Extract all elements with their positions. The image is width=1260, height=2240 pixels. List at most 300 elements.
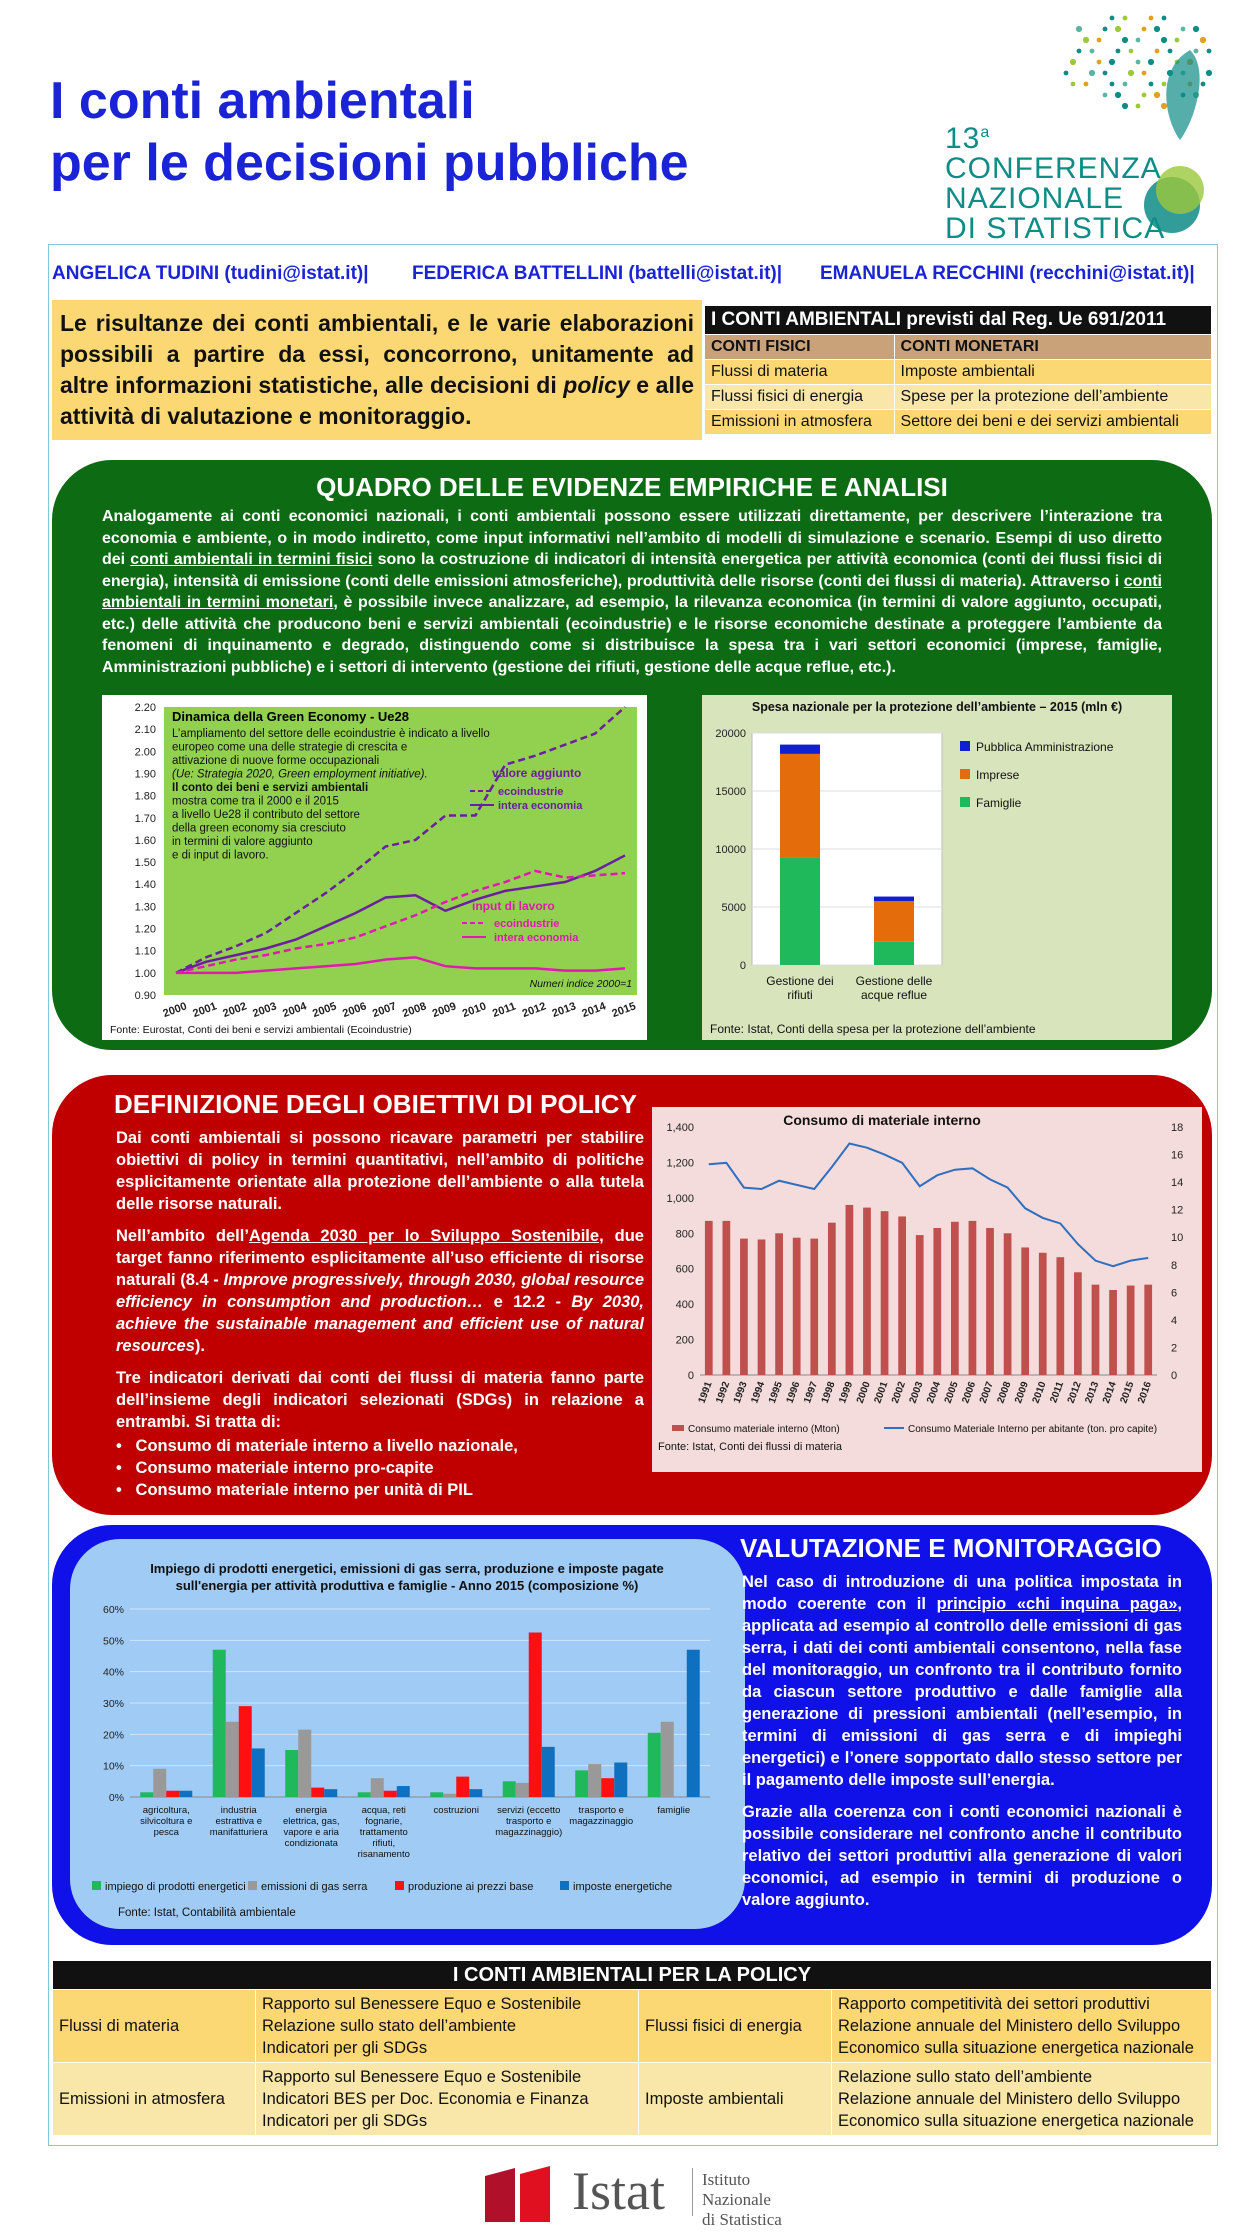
bar: [179, 1791, 192, 1797]
x-tick-label: 1991: [696, 1380, 715, 1405]
istat-wordmark: Istat: [572, 2161, 665, 2221]
x-tick-line: Gestione delle: [855, 974, 933, 988]
dot: [1149, 82, 1154, 87]
dot: [1142, 71, 1147, 76]
bar: [1092, 1285, 1100, 1375]
bar: [828, 1223, 836, 1375]
istat-fullname: [702, 2170, 820, 2230]
legend-group-title: valore aggiunto: [492, 766, 582, 780]
y-tick-label: 60%: [102, 1604, 124, 1616]
dot: [1115, 26, 1121, 32]
section-obiettivi-text: [116, 1127, 644, 1501]
x-tick-label: 2014: [1100, 1380, 1119, 1405]
dot: [1116, 49, 1121, 54]
bar: [443, 1794, 456, 1797]
cell-line: Rapporto competitività dei settori produttivi: [838, 1995, 1150, 2013]
chart-title: Spesa nazionale per la protezione dell’ambiente – 2015 (mln €): [751, 700, 1123, 714]
link-agenda-2030[interactable]: Agenda 2030 per lo Sviluppo Sostenibile: [248, 1227, 600, 1245]
x-tick-label: 2004: [925, 1380, 944, 1405]
x-tick-label: 1994: [749, 1380, 768, 1405]
x-tick-label: 1998: [819, 1380, 838, 1405]
bar: [986, 1228, 994, 1375]
y-tick-label: 2.00: [134, 746, 156, 759]
istat-name-1: Istituto Nazionale: [702, 2170, 771, 2209]
cell-line: Indicatori per gli SDGs: [262, 2039, 428, 2057]
author-2[interactable]: FEDERICA BATTELLINI (battelli@istat.it)|: [412, 263, 783, 284]
dot: [1110, 16, 1115, 21]
x-tick-line: vapore e aria: [283, 1827, 339, 1838]
y-tick-label: 1.80: [134, 790, 156, 803]
bar: [951, 1222, 959, 1375]
text-part: e 12.2 -: [483, 1293, 572, 1311]
bar: [687, 1650, 700, 1797]
bar-segment: [780, 745, 820, 754]
dot: [1076, 26, 1082, 32]
bar: [226, 1722, 239, 1797]
y-tick-label: 400: [675, 1299, 694, 1312]
link-chi-inquina-paga[interactable]: principio «chi inquina paga»: [936, 1595, 1178, 1613]
legend-group-title: input di lavoro: [472, 899, 555, 913]
title-line-1: I conti ambientali: [50, 72, 475, 130]
dot: [1084, 82, 1089, 87]
x-tick-label: 2007: [977, 1380, 996, 1405]
bar: [358, 1792, 371, 1797]
x-tick-label: 2009: [1013, 1380, 1031, 1405]
bullet-text: Consumo materiale interno pro-capite: [135, 1459, 434, 1477]
bar: [285, 1750, 298, 1797]
intro-box: [52, 300, 702, 440]
dot: [1115, 92, 1121, 98]
x-tick-label: 2010: [1030, 1380, 1049, 1405]
y-tick-label: 10%: [102, 1760, 124, 1773]
y-tick-label: 800: [675, 1228, 694, 1241]
paragraph: Tre indicatori derivati dai conti dei flussi di materia fanno parte dell’insieme degli indicatori selezionati (SDGs) in relazione a entrambi. Si tratta di:: [116, 1369, 644, 1431]
table-cell: Spese per la protezione dell’ambiente: [894, 385, 1211, 410]
drop-shape: [1166, 50, 1199, 140]
x-tick-label: 1997: [802, 1380, 821, 1405]
dot: [1097, 60, 1102, 65]
legend-swatch: [395, 1881, 404, 1890]
x-tick-label: 2013: [1083, 1380, 1102, 1405]
x-tick-label: 2006: [341, 1000, 369, 1021]
x-tick-line: famiglie: [657, 1805, 691, 1816]
x-tick-label: 2011: [1048, 1380, 1067, 1405]
list-item: • Consumo materiale interno per unità di PIL: [116, 1481, 473, 1499]
x-tick-label: [140, 1805, 192, 1838]
annotation-line: della green economy sia cresciuto: [172, 822, 346, 835]
section-valutazione-text: [742, 1571, 1182, 1921]
dot: [1201, 82, 1206, 87]
bar: [252, 1748, 265, 1797]
x-tick-line: rifiuti: [787, 988, 813, 1002]
col-header-monetari: CONTI MONETARI: [894, 335, 1211, 360]
x-tick-label: [495, 1805, 562, 1838]
legend-label: Consumo Materiale Interno per abitante (ton. pro capite): [908, 1424, 1158, 1435]
legend-label: intera economia: [494, 932, 579, 944]
x-tick-line: industria: [220, 1805, 257, 1816]
col-header-fisici: CONTI FISICI: [705, 335, 895, 360]
x-tick-label: 2005: [942, 1380, 961, 1405]
x-tick-label: [856, 974, 933, 1002]
legend-swatch: [672, 1425, 684, 1431]
dot: [1142, 27, 1147, 32]
legend-label: imposte energetiche: [573, 1881, 673, 1893]
x-tick-line: pesca: [153, 1827, 179, 1838]
bar: [1004, 1233, 1012, 1375]
cell-line: Relazione sullo stato dell’ambiente: [262, 2017, 517, 2035]
y2-tick-label: 0: [1171, 1370, 1178, 1382]
bar: [588, 1764, 601, 1797]
chart-note: Numeri indice 2000=1: [529, 978, 632, 990]
y-tick-label: 2.10: [134, 724, 156, 737]
legend-swatch: [960, 797, 970, 807]
legend-swatch: [560, 1881, 569, 1890]
paragraph: Dai conti ambientali si possono ricavare parametri per stabilire obiettivi di policy in termini quantitativi, nell’ambito di politiche esplicitamente orientate alla protezione dell’ambiente o alla tutela delle risorse naturali.: [116, 1129, 644, 1213]
y-tick-label: 1.10: [134, 945, 156, 958]
dot: [1128, 70, 1134, 76]
bar-segment: [874, 942, 914, 965]
dot: [1162, 16, 1167, 21]
cell-line: Relazione sullo stato dell’ambiente: [838, 2068, 1093, 2086]
page-title: [50, 70, 689, 194]
x-tick-label: [210, 1805, 269, 1838]
x-tick-line: servizi (eccetto: [497, 1805, 561, 1816]
chart-title-line: Impiego di prodotti energetici, emissioni di gas serra, produzione e imposte pagate: [150, 1561, 664, 1576]
y-tick-label: 1.60: [134, 834, 156, 847]
table-cell: Emissioni in atmosfera: [53, 2063, 256, 2136]
intro-text-b: e alle attività di valutazione e monitoraggio.: [60, 372, 695, 429]
bar: [153, 1769, 166, 1797]
annotation-line: (Ue: Strategia 2020, Green employment initiative).: [172, 768, 428, 781]
y-tick-label: 2.20: [134, 702, 156, 714]
legend-label: Pubblica Amministrazione: [976, 740, 1114, 754]
bar: [430, 1792, 443, 1797]
table-cell: Imposte ambientali: [894, 360, 1211, 385]
bar: [529, 1633, 542, 1798]
x-tick-line: manifatturiera: [209, 1827, 268, 1838]
x-tick-line: trasporto e: [506, 1816, 552, 1827]
table-cell: [832, 1990, 1212, 2063]
legend-label: intera economia: [498, 800, 583, 812]
dot: [1175, 38, 1180, 43]
table-cell: [256, 1990, 639, 2063]
y-tick-label: 40%: [102, 1666, 124, 1679]
bar-segment: [780, 754, 820, 857]
regulation-table-title: I CONTI AMBIENTALI previsti dal Reg. Ue 691/2011: [705, 306, 1212, 335]
consumo-materiale-chart: [652, 1107, 1202, 1472]
x-tick-label: 2003: [907, 1380, 926, 1405]
bar: [371, 1778, 384, 1797]
dot: [1136, 38, 1141, 43]
bar: [793, 1238, 801, 1375]
conference-line-3: DI STATISTICA: [945, 212, 1166, 245]
legend-swatch: [92, 1881, 101, 1890]
dot: [1123, 82, 1128, 87]
cell-line: Rapporto sul Benessere Equo e Sostenibile: [262, 2068, 582, 2086]
dot: [1070, 59, 1076, 65]
cell-line: Rapporto sul Benessere Equo e Sostenibile: [262, 1995, 582, 2013]
section-valutazione-title: VALUTAZIONE E MONITORAGGIO: [740, 1533, 1162, 1563]
y-tick-label: 15000: [715, 786, 746, 798]
y-tick-label: 5000: [721, 902, 746, 914]
list-item: • Consumo materiale interno pro-capite: [116, 1459, 434, 1477]
y2-tick-label: 4: [1171, 1314, 1178, 1327]
bar: [542, 1747, 555, 1797]
dot: [1122, 103, 1128, 109]
x-tick-line: magazzinaggio): [495, 1827, 563, 1838]
dot: [1103, 71, 1108, 76]
bar: [898, 1216, 906, 1375]
x-tick-line: fognarie,: [365, 1816, 403, 1827]
annotation-line: Il conto dei beni e servizi ambientali: [172, 782, 369, 794]
dot: [1123, 16, 1128, 21]
x-tick-label: 2012: [520, 1000, 548, 1021]
x-tick-label: 2006: [960, 1380, 979, 1405]
conference-line-1: CONFERENZA: [945, 152, 1162, 185]
bullet-text: Consumo materiale interno per unità di PIL: [135, 1481, 473, 1499]
chart-source: Fonte: Eurostat, Conti dei beni e servizi ambientali (Ecoindustrie): [110, 1024, 412, 1036]
cell-line: Relazione annuale del Ministero dello Sviluppo Economico sulla situazione energetica nazionale: [838, 2090, 1194, 2130]
legend-label: ecoindustrie: [494, 918, 560, 930]
bar: [705, 1221, 713, 1375]
chart-source: Fonte: Istat, Conti dei flussi di materia: [658, 1441, 843, 1453]
legend-swatch: [248, 1881, 257, 1890]
author-3[interactable]: EMANUELA RECCHINI (recchini@istat.it)|: [820, 263, 1195, 284]
dot: [1181, 27, 1186, 32]
y-tick-label: 50%: [102, 1635, 124, 1648]
y2-tick-label: 16: [1171, 1149, 1184, 1162]
text-part: Analogamente ai conti economici nazionali, i conti ambientali possono essere utilizzati direttamente, per descrivere l’interazione tra economia e ambiente, o in modo indiretto, come input informativi nell’ambito di modelli di simulazione e scenario. Esempi di uso diretto dei: [102, 508, 1162, 568]
dot: [1064, 71, 1069, 76]
policy-table-title: I CONTI AMBIENTALI PER LA POLICY: [53, 1961, 1212, 1990]
y-tick-label: 600: [675, 1263, 694, 1276]
x-tick-line: costruzioni: [433, 1805, 479, 1816]
legend-label: Imprese: [976, 768, 1020, 782]
x-tick-label: 2000: [854, 1380, 873, 1405]
spesa-ambiente-chart: [702, 695, 1172, 1040]
legend-swatch: [960, 769, 970, 779]
bar-segment: [874, 901, 914, 942]
x-tick-line: magazzinaggio: [569, 1816, 634, 1827]
table-cell: Settore dei beni e dei servizi ambientali: [894, 410, 1211, 435]
bar: [614, 1763, 627, 1797]
x-tick-label: 2002: [890, 1380, 908, 1405]
x-tick-label: 2011: [490, 1000, 518, 1020]
bar: [648, 1733, 661, 1797]
dot: [1103, 27, 1108, 32]
x-tick-label: [569, 1805, 633, 1827]
y-tick-label: 1.50: [134, 857, 156, 870]
bar-segment: [874, 897, 914, 902]
bar: [503, 1781, 516, 1797]
x-tick-line: rifiuti,: [372, 1838, 396, 1849]
x-tick-label: 2015: [610, 1000, 638, 1021]
bar: [775, 1233, 783, 1375]
dot: [1090, 49, 1095, 54]
dot: [1097, 38, 1102, 43]
y2-tick-label: 6: [1171, 1287, 1178, 1300]
dot: [1154, 92, 1160, 98]
y-tick-label: 30%: [102, 1698, 124, 1710]
x-tick-label: 1999: [837, 1380, 856, 1405]
y-tick-label: 20%: [102, 1729, 124, 1742]
x-tick-label: 2002: [221, 1000, 249, 1021]
x-tick-label: 2016: [1136, 1380, 1155, 1405]
dot: [1110, 82, 1115, 87]
logo-divider: [692, 2168, 693, 2216]
x-tick-label: 2014: [580, 1000, 608, 1021]
y2-tick-label: 12: [1171, 1204, 1184, 1217]
y-tick-label: 1.00: [134, 967, 156, 980]
istat-logo: [480, 2160, 820, 2230]
bar: [1021, 1247, 1029, 1375]
y-tick-label: 1.70: [134, 812, 156, 825]
bar: [311, 1788, 324, 1797]
legend-label: ecoindustrie: [498, 786, 564, 798]
chart-source: Fonte: Istat, Contabilità ambientale: [118, 1907, 296, 1919]
series-line: [709, 1144, 1148, 1267]
y-tick-label: 20000: [715, 728, 746, 740]
x-tick-label: 1996: [784, 1380, 803, 1405]
bar: [516, 1783, 529, 1797]
x-tick-label: 1993: [731, 1380, 750, 1405]
x-tick-label: 2007: [370, 1000, 399, 1021]
chart-title: [150, 1561, 664, 1593]
table-cell: Flussi fisici di energia: [705, 385, 895, 410]
dot: [1194, 49, 1199, 54]
list-item: • Consumo di materiale interno a livello nazionale,: [116, 1437, 518, 1455]
x-tick-line: estrattiva e: [215, 1816, 262, 1827]
dot: [1136, 104, 1141, 109]
y2-tick-label: 2: [1171, 1342, 1178, 1355]
y-tick-label: 1.90: [134, 768, 156, 781]
x-tick-line: condizionata: [284, 1838, 338, 1849]
dot: [1161, 103, 1167, 109]
y-tick-label: 1,200: [666, 1157, 694, 1170]
x-tick-label: 2005: [311, 1000, 339, 1021]
author-1[interactable]: ANGELICA TUDINI (tudini@istat.it)|: [52, 263, 369, 284]
regulation-table: [704, 305, 1212, 435]
x-tick-label: 1995: [766, 1380, 785, 1405]
text-part: ).: [194, 1337, 205, 1355]
table-cell: Emissioni in atmosfera: [705, 410, 895, 435]
x-tick-line: trasporto e: [578, 1805, 624, 1816]
title-line-2: per le decisioni pubbliche: [50, 134, 689, 192]
legend-label: impiego di prodotti energetici: [105, 1881, 246, 1893]
annotation-line: attivazione di nuove forme occupazionali: [172, 755, 380, 767]
dot: [1207, 49, 1212, 54]
bar: [1074, 1272, 1082, 1375]
dot: [1077, 49, 1082, 54]
x-tick-label: 2003: [251, 1000, 279, 1021]
x-tick-label: 2009: [430, 1000, 458, 1021]
y2-tick-label: 10: [1171, 1232, 1184, 1245]
bar: [758, 1239, 766, 1375]
y2-tick-label: 8: [1171, 1259, 1178, 1272]
bar: [916, 1235, 924, 1375]
conference-text: [945, 118, 1165, 244]
y-tick-label: 0: [687, 1370, 694, 1382]
bar: [298, 1730, 311, 1797]
istat-mark-icon: [480, 2164, 560, 2224]
bar: [1127, 1286, 1135, 1375]
paragraph: [116, 1225, 644, 1357]
intro-text-a: Le risultanze dei conti ambientali, e le varie elaborazioni possibili a partire da essi, concorrono, unitamente ad altre informazioni statistiche, alle decisioni di: [60, 310, 694, 398]
paragraph: [742, 1571, 1182, 1791]
bar: [166, 1791, 179, 1797]
cell-line: Indicatori BES per Doc. Economia e Finanza: [262, 2090, 589, 2108]
dot: [1103, 93, 1108, 98]
link-conti-monetari[interactable]: conti ambientali in termini monetari: [102, 572, 1162, 611]
annotation-line: europeo come una delle strategie di crescita e: [172, 741, 408, 754]
legend-swatch: [960, 741, 970, 751]
chart-title: Consumo di materiale interno: [783, 1112, 981, 1128]
table-cell: Flussi di materia: [53, 1990, 256, 2063]
x-tick-label: 2001: [191, 1000, 219, 1021]
bullet-text: Consumo di materiale interno a livello nazionale,: [135, 1437, 518, 1455]
bar: [397, 1786, 410, 1797]
dot: [1154, 26, 1160, 32]
x-tick-line: Gestione dei: [766, 974, 834, 988]
cell-line: Indicatori per gli SDGs: [262, 2112, 428, 2130]
conference-line-2: NAZIONALE: [945, 182, 1125, 215]
bar: [1109, 1290, 1117, 1375]
annotation-line: mostra come tra il 2000 e il 2015: [172, 795, 339, 808]
dot: [1089, 70, 1095, 76]
table-cell: Flussi fisici di energia: [639, 1990, 832, 2063]
x-tick-label: [657, 1805, 690, 1816]
table-cell: Flussi di materia: [705, 360, 895, 385]
legend-label: Consumo materiale interno (Mton): [688, 1424, 840, 1435]
bar: [661, 1722, 674, 1797]
text-part: Nell’ambito dell’: [116, 1227, 249, 1245]
text-part: , due target fanno riferimento esplicitamente all’uso efficiente di risorse naturali (8.4 -: [116, 1227, 644, 1289]
bar: [881, 1211, 889, 1375]
bar: [601, 1778, 614, 1797]
x-tick-label: [283, 1805, 340, 1849]
y-tick-label: 0.90: [134, 990, 156, 1002]
x-tick-line: elettrica, gas,: [283, 1816, 340, 1827]
annotation-line: e di input di lavoro.: [172, 849, 269, 862]
legend-label: produzione ai prezzi base: [408, 1881, 534, 1893]
section-obiettivi-title: DEFINIZIONE DEGLI OBIETTIVI DI POLICY: [114, 1089, 637, 1119]
y-tick-label: 1.20: [134, 923, 156, 936]
legend-label: Famiglie: [976, 796, 1022, 810]
link-conti-fisici[interactable]: conti ambientali in termini fisici: [130, 551, 373, 568]
chart-source: Fonte: Istat, Conti della spesa per la protezione dell’ambiente: [710, 1022, 1036, 1036]
x-tick-label: 2001: [872, 1380, 891, 1405]
y-tick-label: 1,000: [666, 1192, 694, 1205]
dot: [1161, 37, 1167, 43]
section-obiettivi: [52, 1075, 1212, 1515]
bar: [384, 1791, 397, 1797]
bar: [140, 1792, 153, 1797]
x-tick-label: [434, 1805, 479, 1816]
y-tick-label: 0%: [108, 1792, 124, 1804]
dot: [1122, 37, 1128, 43]
text-part: , è possibile invece analizzare, ad esempio, la rilevanza economica (in termini di valore aggiunto, occupati, etc.) delle attività che producono beni e servizi ambientali (ecoindustrie) e le risorse economiche destinate a proteggere l’ambiente da fenomeni di inquinamento e degrado, distinguendo come si distribuisce la spesa tra i vari settori economici (imprese, famiglie, Amministrazioni pubbliche) e i settori di intervento (gestione dei rifiuti, gestione delle acque reflue, etc.).: [102, 594, 1162, 676]
table-cell: [256, 2063, 639, 2136]
istat-name-2: di Statistica: [702, 2210, 782, 2229]
x-tick-line: agricoltura,: [142, 1805, 190, 1816]
y2-tick-label: 14: [1171, 1177, 1184, 1190]
dot: [1162, 82, 1167, 87]
table-cell: Imposte ambientali: [639, 2063, 832, 2136]
legend-label: emissioni di gas serra: [261, 1881, 368, 1893]
annotation-line: in termini di valore aggiunto: [172, 836, 313, 848]
bar-segment: [780, 857, 820, 965]
x-tick-line: silvicoltura e: [140, 1816, 193, 1827]
